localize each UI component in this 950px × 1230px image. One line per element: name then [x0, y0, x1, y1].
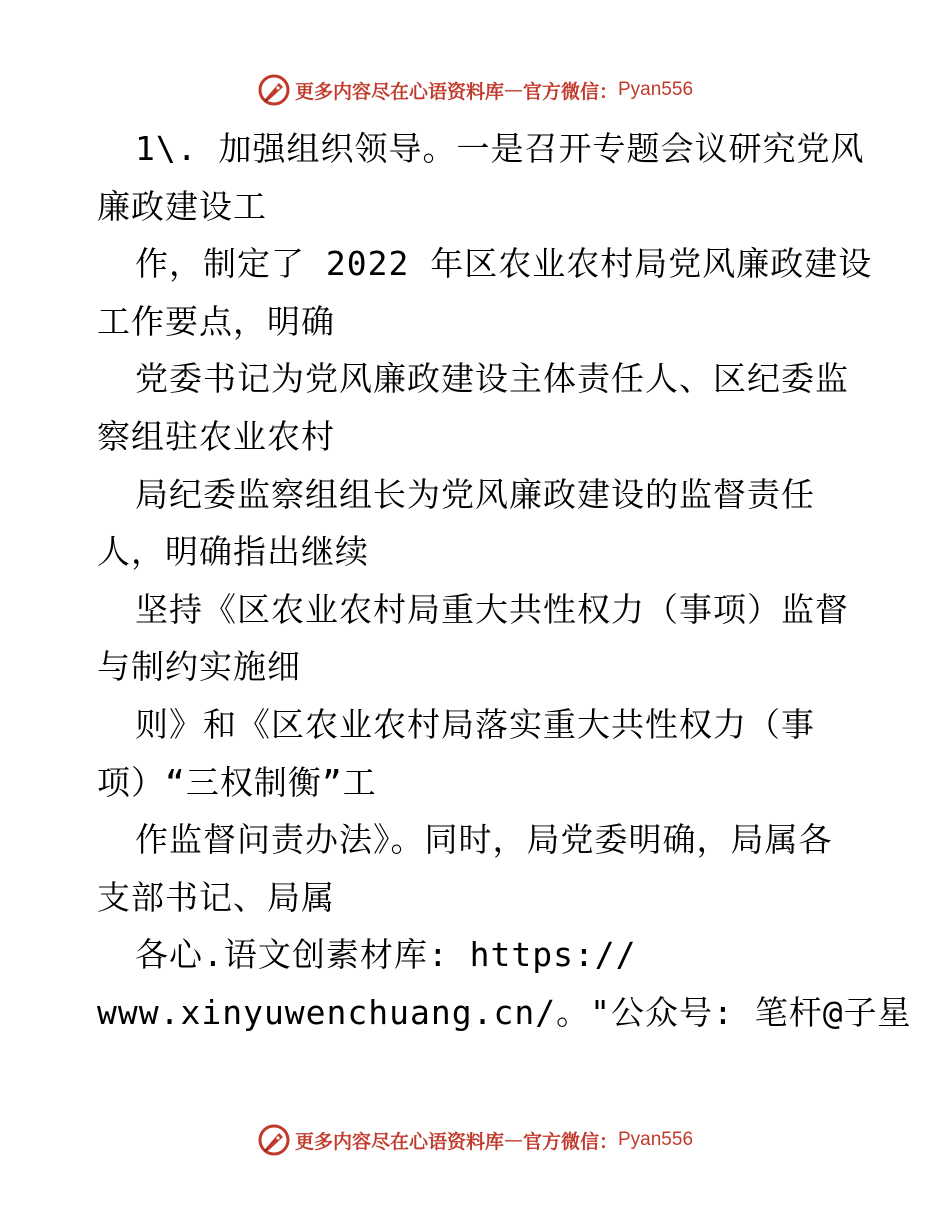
text-line: 局纪委监察组组长为党风廉政建设的监督责任 [135, 474, 815, 514]
header-banner [0, 72, 950, 108]
text-line: 坚持《区农业农村局重大共性权力（事项）监督 [135, 589, 849, 629]
text-line: 项）“三权制衡”工 [97, 762, 377, 802]
banner-separator: — [503, 79, 523, 101]
pen-nib-logo-icon [257, 73, 291, 107]
document-body [97, 120, 912, 1042]
banner-wechat-id: Pyan556 [618, 1129, 694, 1150]
text-line: 工作要点，明确 [97, 301, 335, 341]
text-line: 各心.语文创素材库: https:// [135, 935, 637, 975]
text-line: www.xinyuwenchuang.cn/。"公众号: 笔杆@子星 [97, 992, 912, 1032]
banner-wechat-label: 官方微信： [522, 1130, 618, 1153]
text-line: 廉政建设工 [97, 186, 267, 226]
text-line: 党委书记为党风廉政建设主体责任人、区纪委监 [135, 359, 849, 399]
banner-brand: 更多内容尽在心语资料库 [294, 80, 504, 103]
text-line: 作监督问责办法》。同时，局党委明确，局属各 [135, 820, 833, 860]
text-line: 与制约实施细 [97, 647, 301, 687]
text-line: 支部书记、局属 [97, 877, 335, 917]
banner-separator: — [503, 1129, 523, 1151]
banner-wechat-id: Pyan556 [618, 79, 694, 100]
text-line: 作，制定了 2022 年区农业农村局党风廉政建设 [135, 244, 873, 284]
text-line: 则》和《区农业农村局落实重大共性权力（事 [135, 704, 815, 744]
banner-wechat-label: 官方微信： [522, 80, 618, 103]
pen-nib-logo-icon [257, 1123, 291, 1157]
footer-banner [0, 1122, 950, 1158]
text-line: 1\. 加强组织领导。一是召开专题会议研究党风 [135, 129, 865, 168]
text-line: 察组驻农业农村 [97, 416, 335, 456]
text-line: 人，明确指出继续 [97, 532, 369, 572]
banner-brand: 更多内容尽在心语资料库 [294, 1130, 504, 1153]
